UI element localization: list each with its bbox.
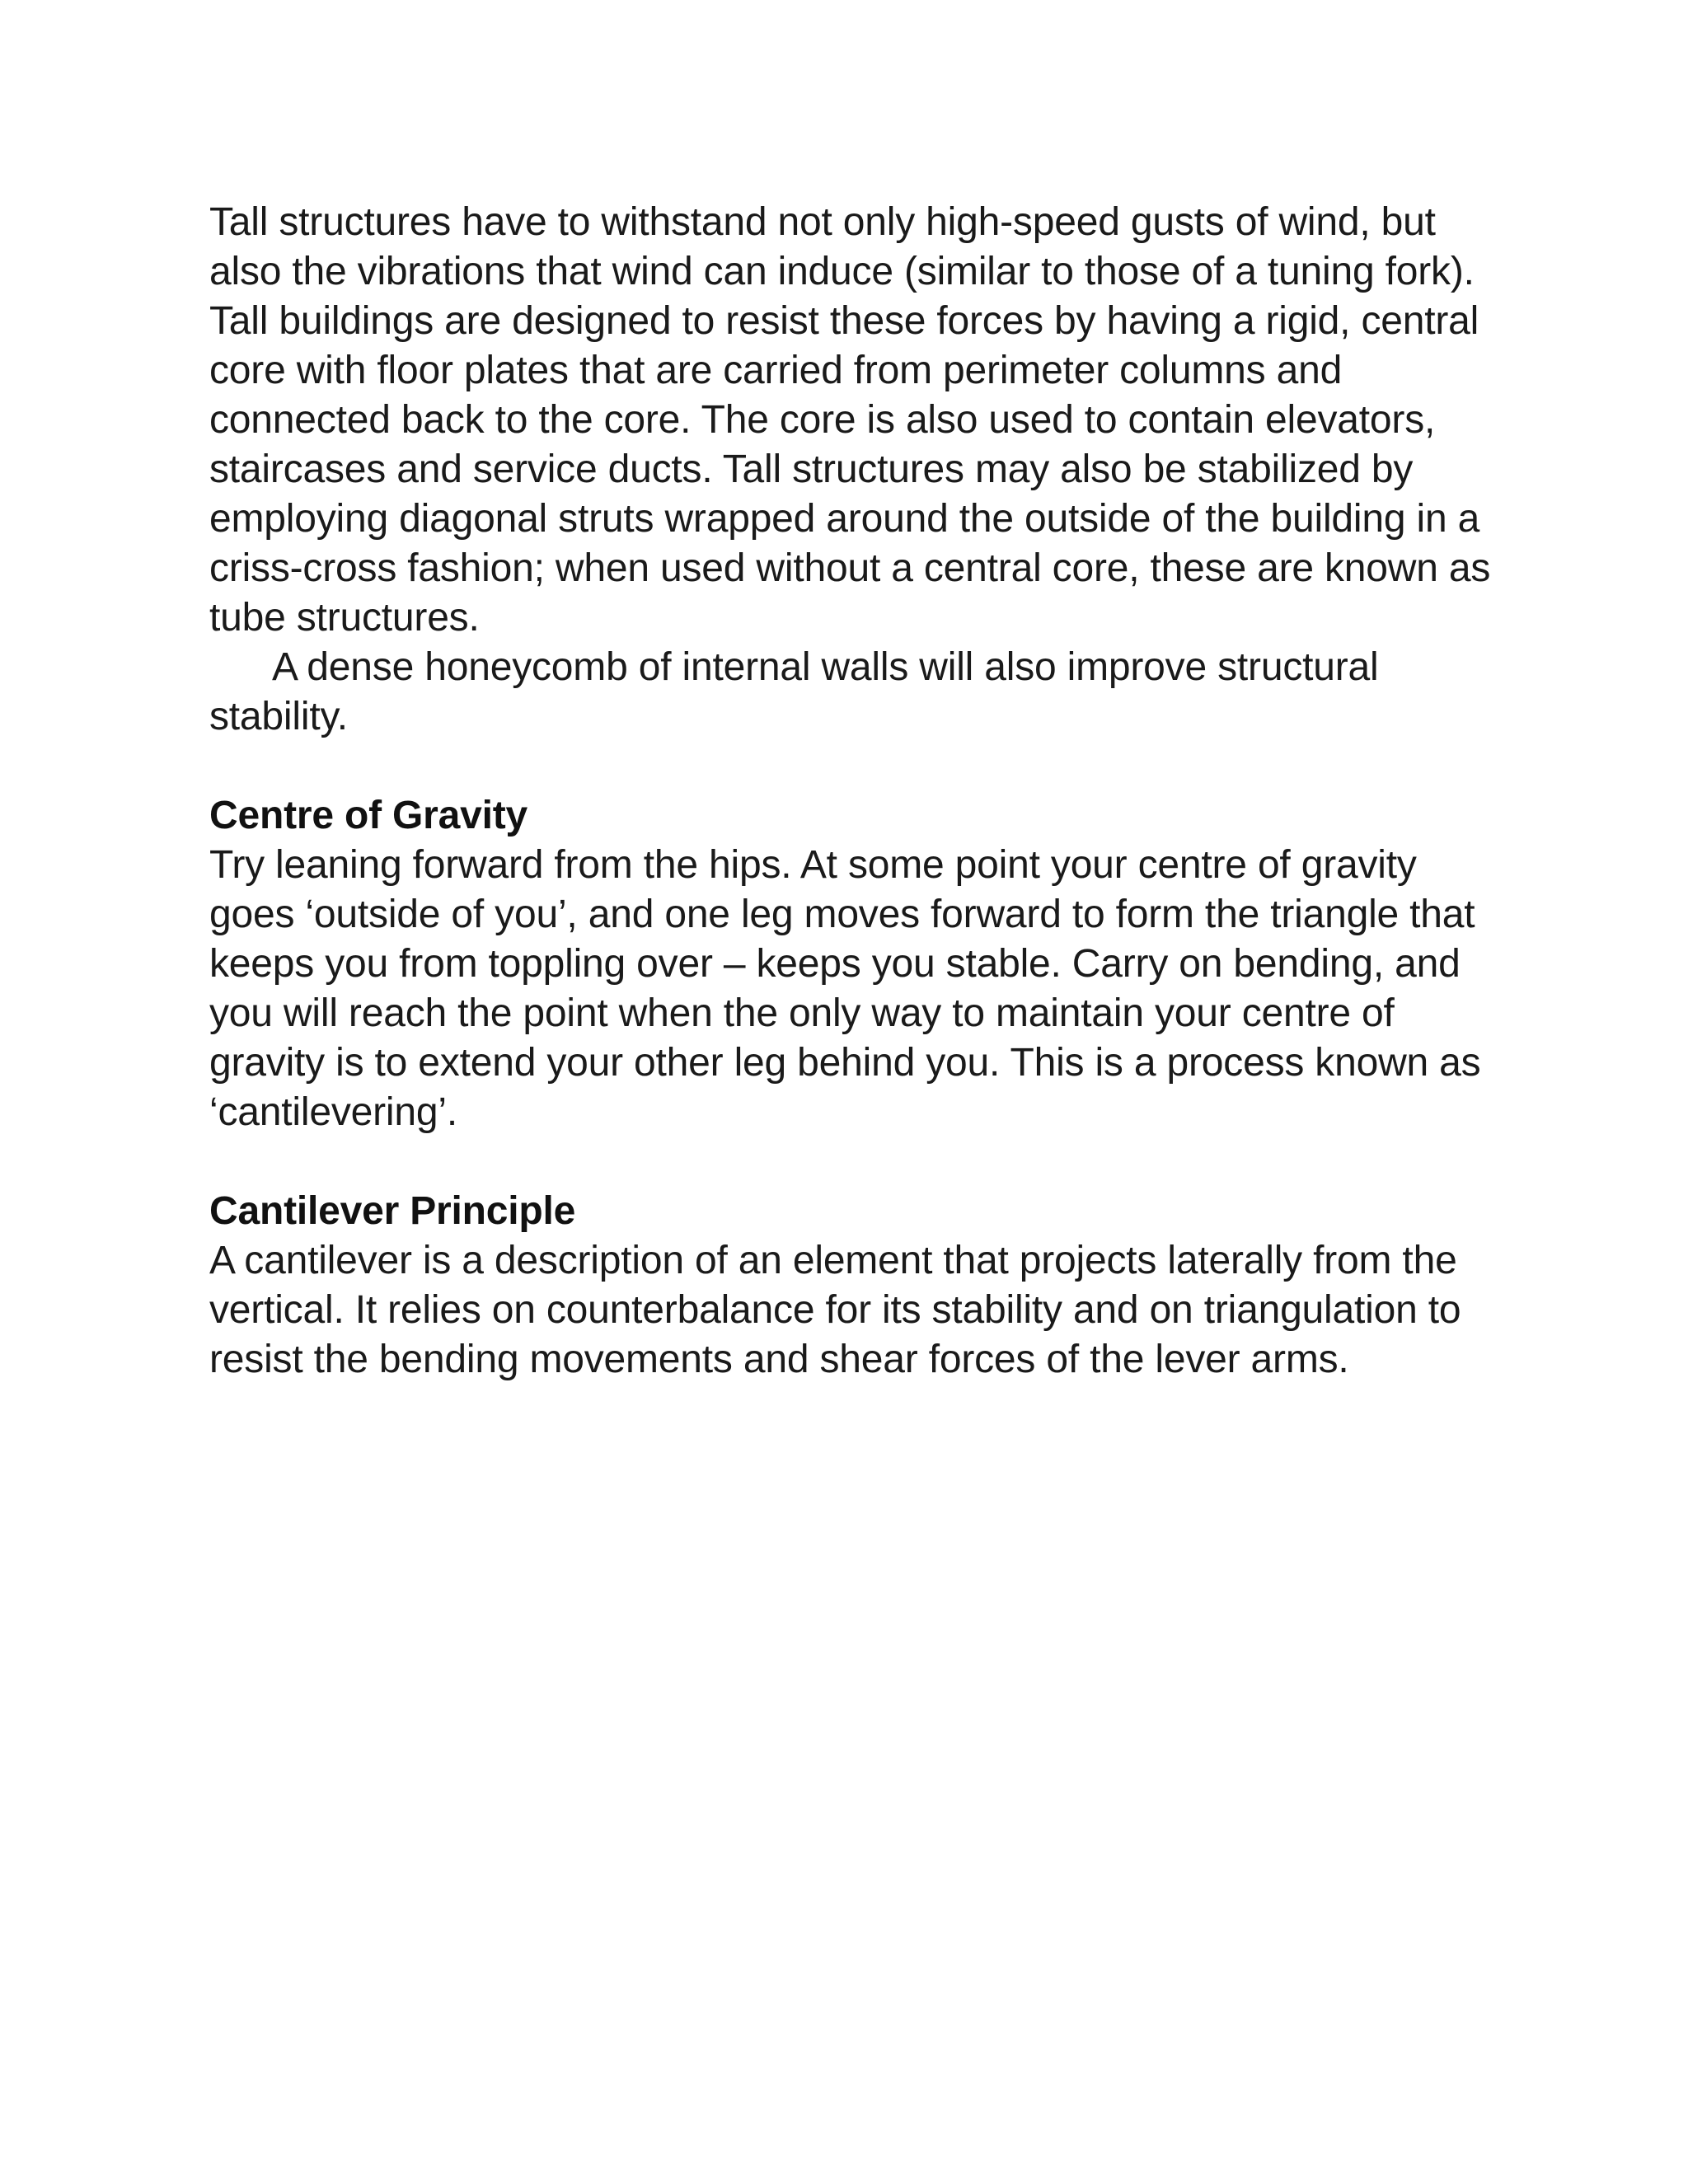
paragraph-honeycomb: A dense honeycomb of internal walls will also improve structural stability. <box>209 645 1379 738</box>
heading-cantilever-principle: Cantilever Principle <box>209 1189 576 1233</box>
paragraph-centre-of-gravity: Try leaning forward from the hips. At some point your centre of gravity goes ‘outside of you’, and one leg moves forward to form the triangle that keeps you from toppling over – keeps you stable. Carry on bending, and you will reach the point when the only way to maintain your centre of gravity is to extend your other leg behind you. This is a process known as ‘cantilevering’. <box>209 843 1481 1134</box>
section-spacer <box>209 742 1495 791</box>
section-spacer <box>209 1137 1495 1187</box>
paragraph-cantilever-principle: A cantilever is a description of an element that projects laterally from the vertical. It relies on counterbalance for its stability and on triangulation to resist the bending movements and shear forces of the lever arms. <box>209 1239 1461 1381</box>
paragraph-tall-structures: Tall structures have to withstand not only high-speed gusts of wind, but also the vibrations that wind can induce (similar to those of a tuning fork). Tall buildings are designed to resist these forces by having a rigid, central core with floor plates that are carried from perimeter columns and connected back to the core. The core is also used to contain elevators, staircases and service ducts. Tall structures may also be stabilized by employing diagonal struts wrapped around the outside of the building in a criss-cross fashion; when used without a central core, these are known as tube structures. <box>209 200 1491 640</box>
heading-centre-of-gravity: Centre of Gravity <box>209 794 528 837</box>
text-body <box>209 198 1495 1385</box>
